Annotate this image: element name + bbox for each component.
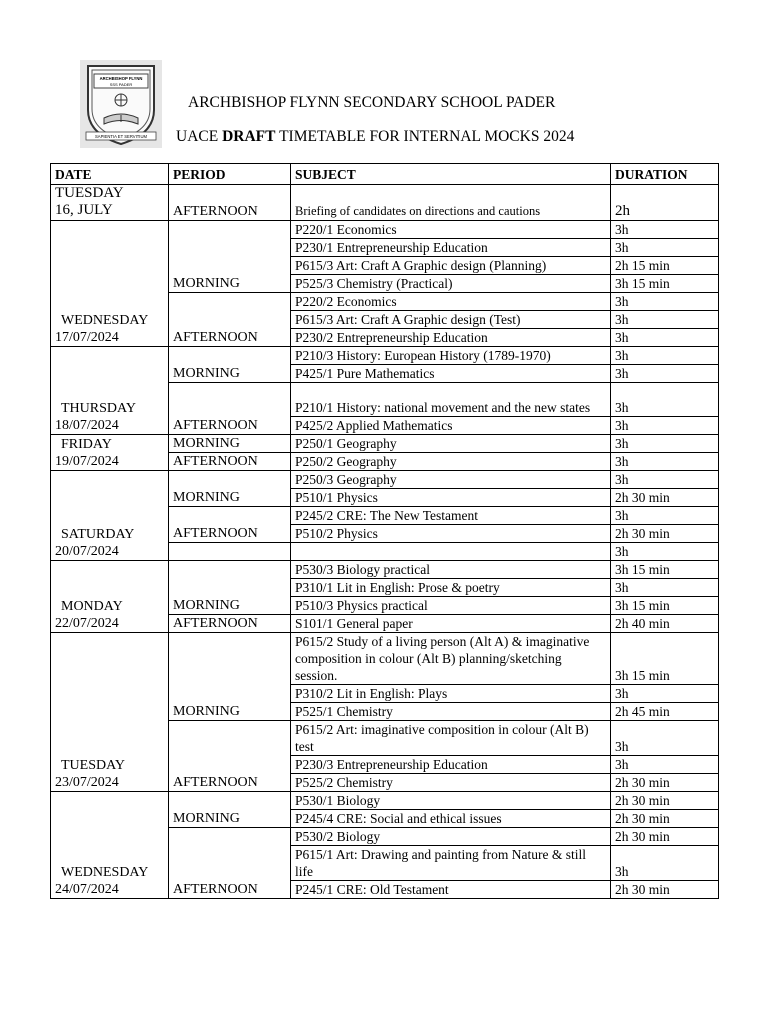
timetable [50,163,719,899]
subject-cell: P210/3 History: European History (1789-1970) [291,347,611,365]
date-cell [51,561,169,633]
title-prefix: UACE [176,128,223,145]
subject-cell: P510/2 Physics [291,525,611,543]
duration-cell: 3h [611,579,719,597]
column-header-date: DATE [51,164,169,185]
day-name: FRIDAY [61,437,112,452]
period-cell: AFTERNOON [169,453,291,471]
duration-cell: 3h [611,417,719,435]
duration-cell: 3h 15 min [611,597,719,615]
subject-cell: P525/3 Chemistry (Practical) [291,275,611,293]
duration-cell: 3h [611,756,719,774]
school-crest-logo [80,60,162,148]
duration-cell: 3h [611,543,719,561]
date-cell [51,435,169,471]
duration-cell: 3h 15 min [611,633,719,685]
duration-cell: 2h 30 min [611,774,719,792]
subject-cell: P510/3 Physics practical [291,597,611,615]
subject-cell: P220/2 Economics [291,293,611,311]
duration-cell: 3h [611,453,719,471]
duration-cell: 2h 30 min [611,525,719,543]
duration-cell: 3h [611,329,719,347]
subject-cell: P615/2 Art: imaginative composition in colour (Alt B) test [291,721,611,756]
duration-cell: 3h [611,347,719,365]
subject-cell: P615/2 Study of a living person (Alt A) & imaginative composition in colour (Alt B) planning/sketching session. [291,633,611,685]
subject-cell: P230/2 Entrepreneurship Education [291,329,611,347]
duration-cell: 2h 30 min [611,881,719,899]
subject-cell: P525/2 Chemistry [291,774,611,792]
date-cell [51,347,169,435]
duration-cell: 3h [611,685,719,703]
period-cell: AFTERNOON [169,185,291,221]
timetable-body [51,185,719,899]
svg-text:ARCHBISHOP FLYNN: ARCHBISHOP FLYNN [99,76,143,81]
day-date: 18/07/2024 [55,418,119,433]
title-draft: DRAFT [222,128,276,145]
period-cell: MORNING [169,435,291,453]
duration-cell: 3h [611,221,719,239]
period-cell: AFTERNOON [169,507,291,543]
date-cell [51,633,169,792]
subject-cell [291,543,611,561]
subject-cell: P310/1 Lit in English: Prose & poetry [291,579,611,597]
duration-cell: 3h [611,507,719,525]
duration-cell: 3h [611,239,719,257]
duration-cell: 2h 40 min [611,615,719,633]
duration-cell: 3h [611,365,719,383]
subject-cell: P230/3 Entrepreneurship Education [291,756,611,774]
table-row [51,561,719,579]
svg-text:SSS PADER: SSS PADER [109,82,133,87]
subject-cell: P510/1 Physics [291,489,611,507]
duration-cell: 2h 45 min [611,703,719,721]
table-row [51,792,719,810]
day-name: MONDAY [61,599,123,614]
day-name: TUESDAY [61,758,126,773]
subject-cell: P615/3 Art: Craft A Graphic design (Test) [291,311,611,329]
duration-cell: 3h [611,471,719,489]
duration-cell: 3h [611,383,719,417]
subject-cell: P250/1 Geography [291,435,611,453]
period-cell: MORNING [169,633,291,721]
table-row [51,435,719,453]
subject-cell: P425/1 Pure Mathematics [291,365,611,383]
day-date: 17/07/2024 [55,330,119,345]
period-cell: MORNING [169,347,291,383]
subject-cell: P220/1 Economics [291,221,611,239]
duration-cell: 2h 30 min [611,810,719,828]
date-cell [51,185,169,221]
duration-cell: 3h [611,293,719,311]
column-header-period: PERIOD [169,164,291,185]
day-date: 23/07/2024 [55,775,119,790]
subject-cell: P525/1 Chemistry [291,703,611,721]
period-cell [169,543,291,561]
subject-cell: P530/1 Biology [291,792,611,810]
duration-cell: 2h 30 min [611,792,719,810]
duration-cell: 3h [611,311,719,329]
day-name: WEDNESDAY [61,865,149,880]
subject-cell: P210/1 History: national movement and the new states [291,383,611,417]
subject-cell: Briefing of candidates on directions and cautions [291,185,611,221]
subject-cell: P250/2 Geography [291,453,611,471]
duration-cell: 2h 30 min [611,489,719,507]
svg-text:SAPIENTIA ET SERVITIUM: SAPIENTIA ET SERVITIUM [95,134,147,139]
period-cell: AFTERNOON [169,721,291,792]
day-date: 20/07/2024 [55,544,119,559]
header-row [51,164,719,185]
column-header-duration: DURATION [611,164,719,185]
subject-cell: P250/3 Geography [291,471,611,489]
day-name: SATURDAY [61,527,135,542]
period-cell: AFTERNOON [169,383,291,435]
subject-cell: P530/2 Biology [291,828,611,846]
day-date: 19/07/2024 [55,454,119,469]
date-cell [51,221,169,347]
table-row [51,347,719,365]
subject-cell: P245/4 CRE: Social and ethical issues [291,810,611,828]
table-row [51,185,719,221]
day-date: 22/07/2024 [55,616,119,631]
duration-cell: 2h 15 min [611,257,719,275]
date-cell [51,792,169,899]
date-cell [51,471,169,561]
column-header-subject: SUBJECT [291,164,611,185]
subject-cell: P530/3 Biology practical [291,561,611,579]
subject-cell: P245/1 CRE: Old Testament [291,881,611,899]
period-cell: AFTERNOON [169,615,291,633]
school-name: ARCHBISHOP FLYNN SECONDARY SCHOOL PADER [188,94,556,111]
title-suffix: TIMETABLE FOR INTERNAL MOCKS 2024 [275,128,575,145]
period-cell: MORNING [169,471,291,507]
day-name: THURSDAY [61,401,136,416]
duration-cell: 2h [611,185,719,221]
day-date: 24/07/2024 [55,882,119,897]
duration-cell: 3h 15 min [611,561,719,579]
table-row [51,221,719,239]
table-row [51,633,719,685]
duration-cell: 3h 15 min [611,275,719,293]
day-name: WEDNESDAY [61,313,149,328]
day-name: TUESDAY [55,185,124,201]
period-cell: AFTERNOON [169,293,291,347]
subject-cell: S101/1 General paper [291,615,611,633]
subject-cell: P245/2 CRE: The New Testament [291,507,611,525]
duration-cell: 2h 30 min [611,828,719,846]
subject-cell: P310/2 Lit in English: Plays [291,685,611,703]
subject-cell: P230/1 Entrepreneurship Education [291,239,611,257]
period-cell: MORNING [169,561,291,615]
duration-cell: 3h [611,435,719,453]
table-row [51,471,719,489]
period-cell: MORNING [169,792,291,828]
duration-cell: 3h [611,721,719,756]
period-cell: AFTERNOON [169,828,291,899]
subject-cell: P615/3 Art: Craft A Graphic design (Planning) [291,257,611,275]
subject-cell: P425/2 Applied Mathematics [291,417,611,435]
duration-cell: 3h [611,846,719,881]
period-cell: MORNING [169,221,291,293]
subject-cell: P615/1 Art: Drawing and painting from Nature & still life [291,846,611,881]
timetable-title [176,128,574,146]
day-date: 16, JULY [55,202,113,218]
